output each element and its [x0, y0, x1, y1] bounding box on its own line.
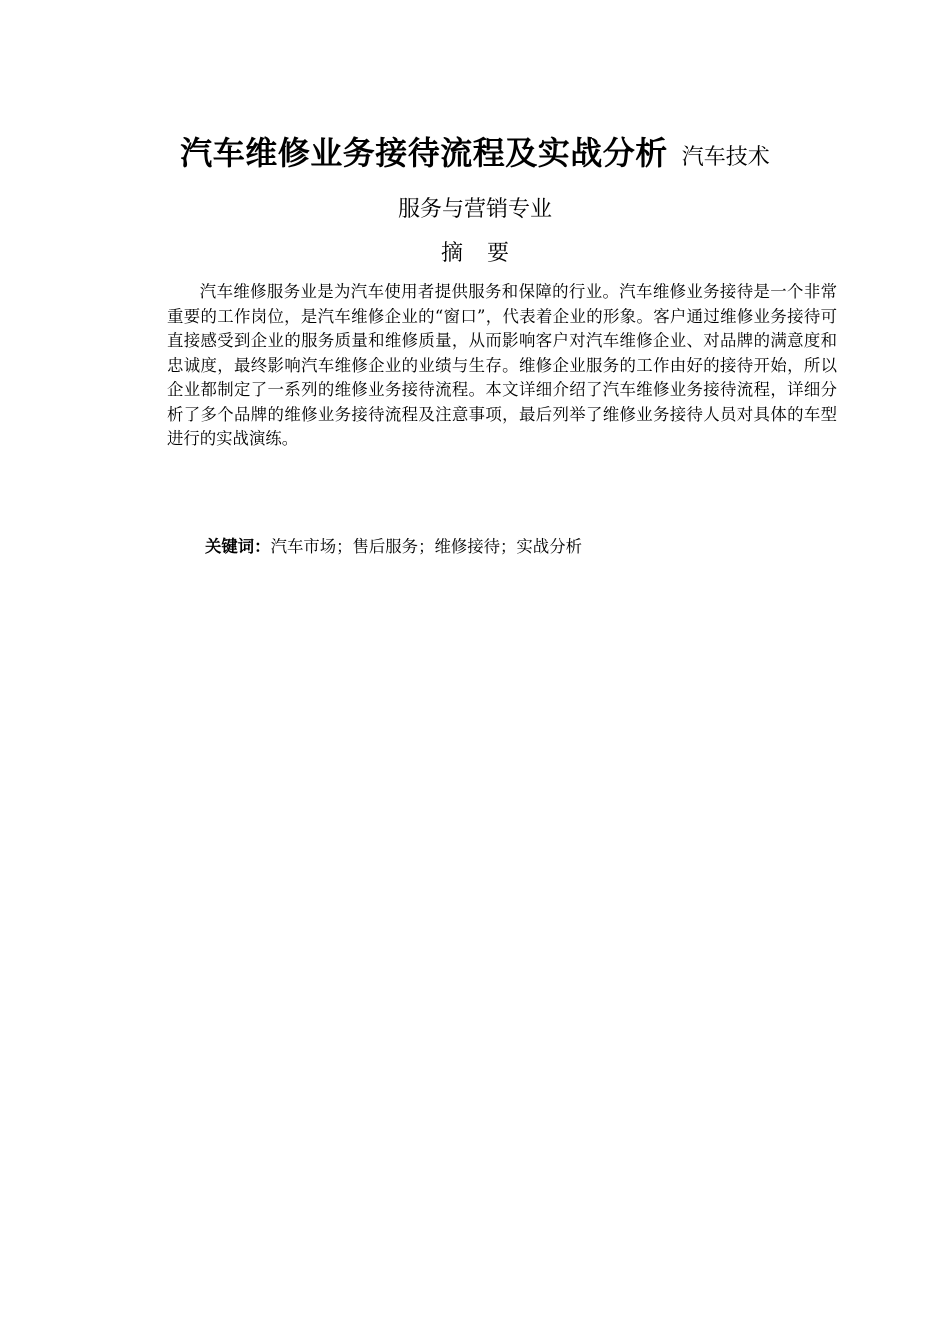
abstract-heading: 摘要	[440, 241, 533, 266]
document-subtitle-part1: 汽车技术	[681, 145, 770, 170]
abstract-body: 汽车维修服务业是为汽车使用者提供服务和保障的行业。汽车维修业务接待是一个非常重要的工作岗位，是汽车维修企业的“窗口”，代表着企业的形象。客户通过维修业务接待可直接感受到企业的服务质量和维修质量，从而影响客户对汽车维修企业、对品牌的满意度和忠诚度，最终影响汽车维修企业的业绩与生存。维修企业服务的工作由好的接待开始，所以企业都制定了一系列的维修业务接待流程。本文详细介绍了汽车维修业务接待流程，详细分析了多个品牌的维修业务接待流程及注意事项，最后列举了维修业务接待人员对具体的车型进行的实战演练。	[167, 282, 837, 448]
keywords-label: 关键词：	[205, 537, 271, 556]
title-line	[0, 128, 950, 174]
document-subtitle-part2: 服务与营销专业	[397, 197, 552, 222]
document-title: 汽车维修业务接待流程及实战分析	[180, 134, 668, 172]
keywords-line	[205, 535, 845, 559]
keywords-text: 汽车市场；售后服务；维修接待；实战分析	[270, 537, 582, 556]
